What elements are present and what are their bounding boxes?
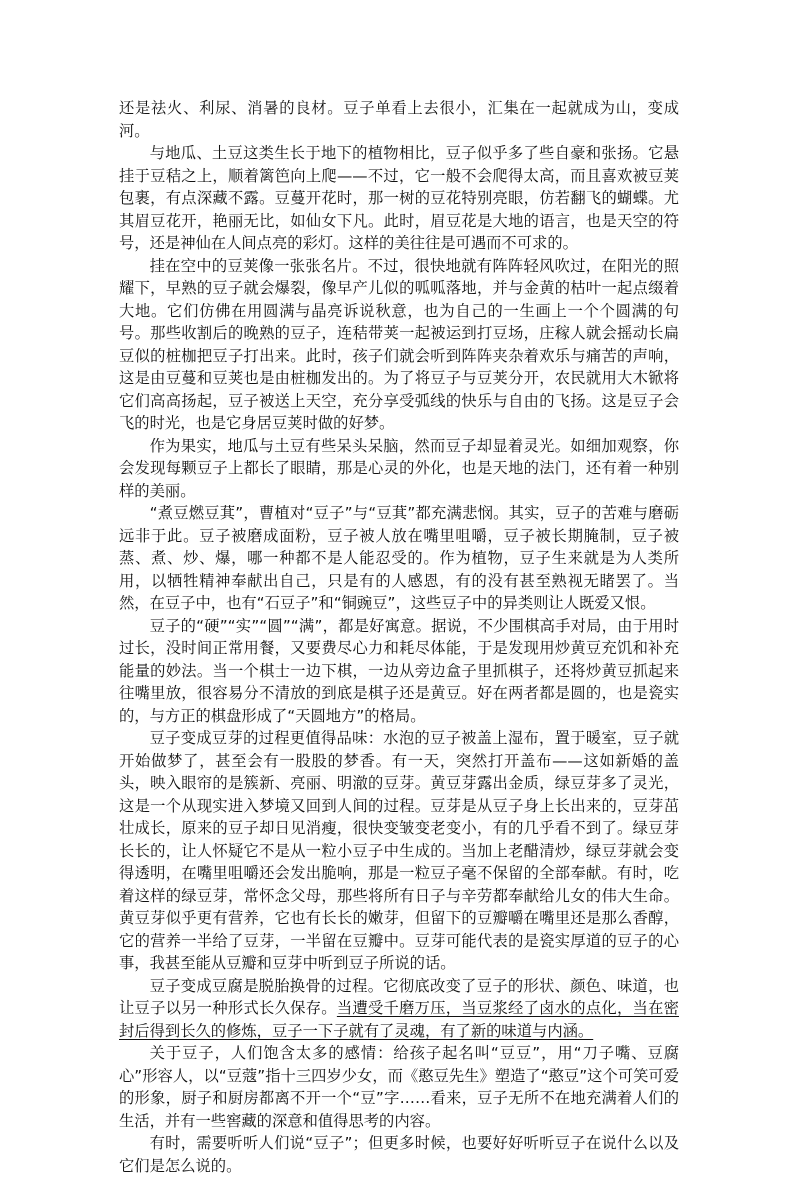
paragraph-8-lead: 豆子变成豆腐是脱胎换骨的过程。它彻底改变了豆子的形状、颜色、味道，也让豆子以另一种形式长久保存。 — [119, 976, 679, 1017]
paragraph-9: 关于豆子，人们饱含太多的感情：给孩子起名叫“豆豆”，用“刀子嘴、豆腐心”形容人，以“豆蔻”指十三四岁少女，而《憨豆先生》塑造了“憨豆”这个可笑可爱的形象，厨子和厨房都离不开一个“豆”字……看来，豆子无所不在地充满着人们的生活，并有一些窖藏的深意和值得思考的内容。 — [119, 1044, 679, 1130]
paragraph-5: “煮豆燃豆萁”，曹植对“豆子”与“豆萁”都充满悲悯。其实，豆子的苦难与磨砺远非于此。豆子被磨成面粉，豆子被人放在嘴里咀嚼，豆子被长期腌制，豆子被蒸、煮、炒、爆，哪一种都不是人能忍受的。作为植物，豆子生来就是为人类所用，以牺牲精神奉献出自己，只是有的人感恩，有的没有甚至熟视无睹罢了。当然，在豆子中，也有“石豆子”和“铜豌豆”，这些豆子中的异类则让人既爱又恨。 — [119, 504, 679, 612]
underlined-sentence: 当遭受千磨万压，当豆浆经了卤水的点化，当在密封后得到长久的修炼，豆子一下子就有了灵魂，有了新的味道与内涵。 — [119, 999, 679, 1040]
paragraph-3: 挂在空中的豆荚像一张张名片。不过，很快地就有阵阵轻风吹过，在阳光的照耀下，早熟的豆子就会爆裂，像早产儿似的呱呱落地，并与金黄的枯叶一起点缀着大地。它们仿佛在用圆满与晶亮诉说秋意，也为自己的一生画上一个个圆满的句号。那些收割后的晚熟的豆子，连秸带荚一起被运到打豆场，庄稼人就会摇动长扁豆似的桩枷把豆子打出来。此时，孩子们就会听到阵阵夹杂着欢乐与痛苦的声响，这是由豆蔓和豆荚也是由桩枷发出的。为了将豆子与豆荚分开，农民就用大木锨将它们高高扬起，豆子被送上天空，充分享受弧线的快乐与自由的飞扬。这是豆子会飞的时光，也是它身居豆荚时做的好梦。 — [119, 256, 679, 432]
paragraph-2: 与地瓜、土豆这类生长于地下的植物相比，豆子似乎多了些自豪和张扬。它悬挂于豆秸之上，顺着篱笆向上爬——不过，它一般不会爬得太高，而且喜欢被豆荚包裹，有点深藏不露。豆蔓开花时，那一树的豆花特别亮眼，仿若翻飞的蝴蝶。尤其眉豆花开，艳丽无比，如仙女下凡。此时，眉豆花是大地的语言，也是天空的符号，还是神仙在人间点亮的彩灯。这样的美往往是可遇而不可求的。 — [119, 144, 679, 252]
paragraph-10: 有时，需要听听人们说“豆子”；但更多时候，也要好好听听豆子在说什么以及它们是怎么说的。 — [119, 1134, 679, 1175]
paragraph-6: 豆子的“硬”“实”“圆”“满”，都是好寓意。据说，不少围棋高手对局，由于用时过长，没时间正常用餐，又要费尽心力和耗尽体能，于是发现用炒黄豆充饥和补充能量的妙法。当一个棋士一边下棋，一边从旁边盒子里抓棋子，还将炒黄豆抓起来往嘴里放，很容易分不清放的到底是棋子还是黄豆。好在两者都是圆的，也是瓷实的，与方正的棋盘形成了“天圆地方”的格局。 — [119, 616, 679, 725]
paragraph-4: 作为果实，地瓜与土豆有些呆头呆脑，然而豆子却显着灵光。如细加观察，你会发现每颗豆子上都长了眼睛，那是心灵的外化，也是天地的法门，还有着一种别样的美丽。 — [119, 436, 679, 500]
paragraph-1: 还是祛火、利尿、消暑的良材。豆子单看上去很小，汇集在一起就成为山，变成河。 — [119, 99, 679, 140]
paragraph-7: 豆子变成豆芽的过程更值得品味：水泡的豆子被盖上湿布，置于暖室，豆子就开始做梦了，甚至会有一股股的梦香。有一天，突然打开盖布——这如新婚的盖头，映入眼帘的是簇新、亮丽、明澈的豆芽。黄豆芽露出金质，绿豆芽多了灵光，这是一个从现实进入梦境又回到人间的过程。豆芽是从豆子身上长出来的，豆芽茁壮成长，原来的豆子却日见消瘦，很快变皱变老变小，有的几乎看不到了。绿豆芽长长的，让人怀疑它不是从一粒小豆子中生成的。当加上老醋清炒，绿豆芽就会变得透明，在嘴里咀嚼还会发出脆响，那是一粒豆子毫不保留的全部奉献。有时，吃着这样的绿豆芽，常怀念父母，那些将所有日子与辛劳都奉献给儿女的伟大生命。黄豆芽似乎更有营养，它也有长长的嫩芽，但留下的豆瓣嚼在嘴里还是那么香醇，它的营养一半给了豆芽，一半留在豆瓣中。豆芽可能代表的是瓷实厚道的豆子的心事，我甚至能从豆瓣和豆芽中听到豆子所说的话。 — [119, 729, 679, 972]
paragraph-8 — [119, 975, 679, 1043]
document-body — [119, 97, 679, 1177]
